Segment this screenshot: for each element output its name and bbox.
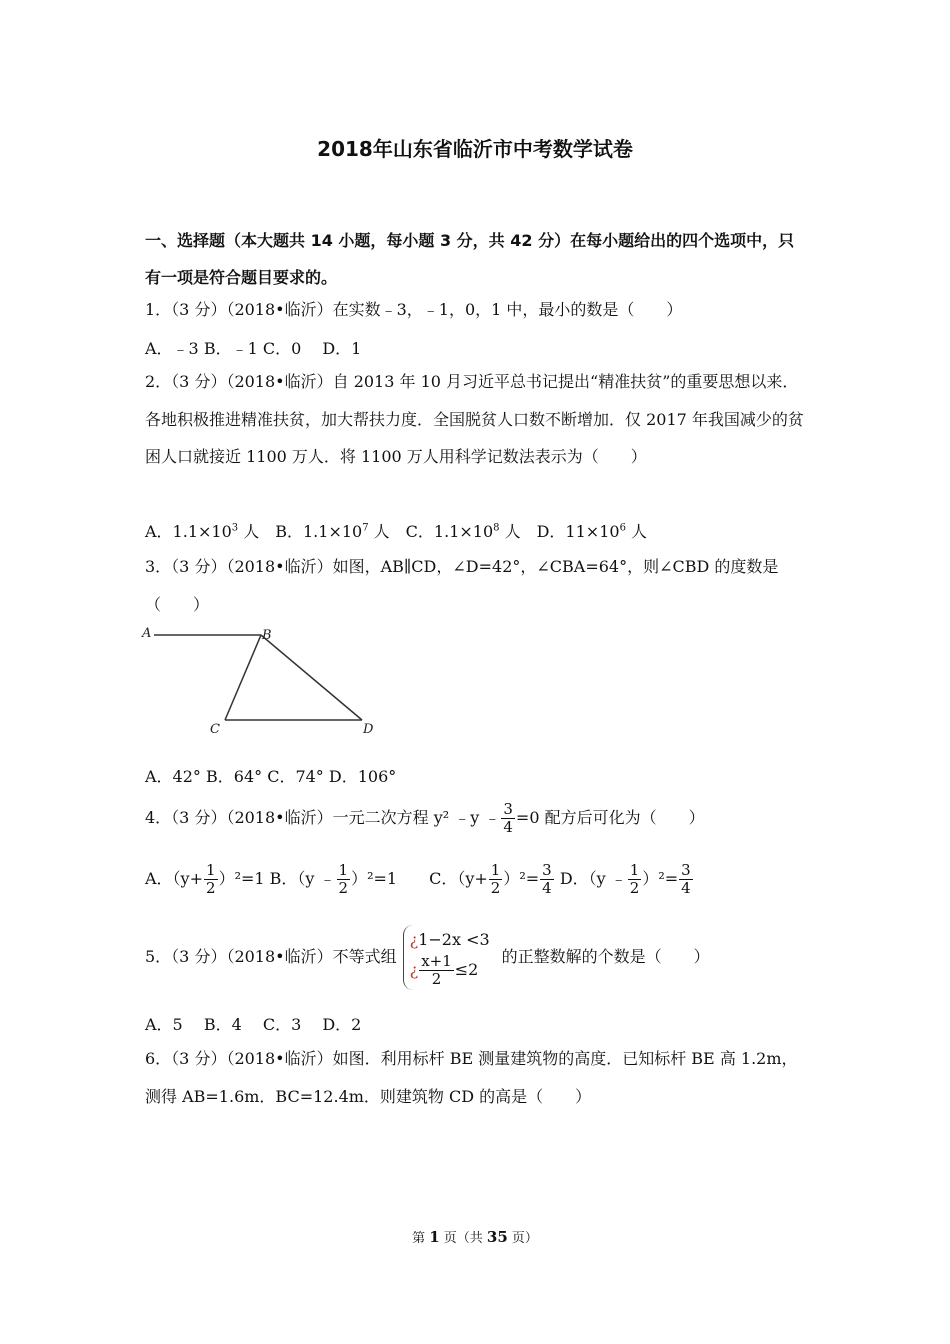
q4-a-pre: A．（y+ <box>145 869 204 888</box>
label-a: A <box>142 626 152 641</box>
question-6-stem: 6．（3 分）（2018•临沂）如图．利用标杆 BE 测量建筑物的高度．已知标杆 BE 高 1.2m，测得 AB=1.6m．BC=12.4m．则建筑物 CD 的高是（ ） <box>145 1049 798 1106</box>
ineq-fraction <box>419 953 454 988</box>
q4-a-post: ）²=1 B．（y ﹣ <box>218 869 336 888</box>
question-3-stem: 3．（3 分）（2018•临沂）如图，AB∥CD，∠D=42°，∠CBA=64°，则∠CBD 的度数是（ ） <box>145 557 779 614</box>
q4-c-rhs <box>540 862 554 897</box>
footer-total-pages: 35 <box>486 1228 508 1246</box>
frac-den: 2 <box>629 879 640 897</box>
frac-den: 4 <box>681 879 691 897</box>
q4-stem-post: =0 配方后可化为（ ） <box>515 808 705 827</box>
frac-num: 1 <box>206 861 216 879</box>
q4-c-post: ）²= <box>503 869 540 888</box>
page-title: 2018年山东省临沂市中考数学试卷 <box>317 137 633 161</box>
footer-mid: 页（共 <box>439 1231 487 1246</box>
frac-num: 3 <box>503 800 513 818</box>
frac-num: x+1 <box>421 952 452 970</box>
q4-d-post: ）²= <box>642 869 679 888</box>
footer-pre: 第 <box>412 1231 430 1246</box>
ineq-row-1-text: 1−2x <3 <box>418 930 490 949</box>
page-footer <box>0 1227 950 1246</box>
q2-option-c: 人 C．1.1×10 <box>368 522 494 541</box>
question-2-options <box>145 519 810 542</box>
question-4-options <box>145 862 810 897</box>
q2-exp-a: 3 <box>231 522 239 534</box>
q2-tail: 人 <box>625 522 648 541</box>
brace-mark: ¿ <box>409 930 419 949</box>
q4-d-frac <box>628 862 642 897</box>
frac-den: 4 <box>503 818 513 836</box>
ineq-row-1 <box>410 927 490 953</box>
q2-exp-c: 8 <box>493 522 500 534</box>
question-1-options: A．﹣3 B．﹣1 C．0 D．1 <box>145 339 362 358</box>
q2-option-a: A．1.1×10 <box>145 522 232 541</box>
frac-den: 4 <box>542 879 552 897</box>
q4-c-frac <box>489 862 503 897</box>
line-bd <box>261 635 362 720</box>
frac-num: 1 <box>338 861 349 879</box>
question-2-stem: 2．（3 分）（2018•临沂）自 2013 年 10 月习近平总书记提出“精准扶贫”的重要思想以来．各地积极推进精准扶贫，加大帮扶力度．全国脱贫人口数不断增加．仅 2017 年我国减少的贫困人口就接近 1100 万人．将 1100 万人用科学记数法表示为（ ） <box>145 372 804 466</box>
q4-stem-pre: 4．（3 分）（2018•临沂）一元二次方程 y² ﹣y ﹣ <box>145 808 501 827</box>
footer-post: 页） <box>507 1231 538 1246</box>
ineq-row-2-rel: ≤2 <box>454 960 479 979</box>
inequality-system <box>403 925 496 990</box>
frac-num: 3 <box>542 861 552 879</box>
frac-num: 3 <box>681 861 691 879</box>
footer-page-number: 1 <box>429 1228 440 1246</box>
ineq-row-2 <box>410 953 490 988</box>
frac-den: 2 <box>490 879 501 897</box>
line-bc <box>225 635 261 720</box>
question-3-options: A．42° B．64° C．74° D．106° <box>145 767 397 786</box>
label-c: C <box>210 722 220 737</box>
q5-stem-pre: 5．（3 分）（2018•临沂）不等式组 <box>145 947 397 966</box>
label-d: D <box>363 722 374 737</box>
q4-d-pre: D．（y ﹣ <box>559 869 627 888</box>
frac-num: 1 <box>490 861 501 879</box>
question-5-options: A．5 B．4 C．3 D．2 <box>145 1015 362 1034</box>
frac-den: 2 <box>338 879 349 897</box>
q4-b-frac <box>337 862 351 897</box>
question-1-stem: 1．（3 分）（2018•临沂）在实数﹣3，﹣1，0，1 中，最小的数是（ ） <box>145 300 683 319</box>
label-b: B <box>262 628 272 643</box>
q4-d-rhs <box>679 862 693 897</box>
frac-den: 2 <box>431 970 442 988</box>
q2-option-d: 人 D．11×10 <box>499 522 620 541</box>
brace-mark: ¿ <box>409 960 419 979</box>
frac-num: 1 <box>629 861 640 879</box>
q2-option-b: 人 B．1.1×10 <box>238 522 363 541</box>
q2-exp-d: 6 <box>619 522 626 534</box>
question-4-stem <box>145 801 810 836</box>
q5-stem-post: 的正整数解的个数是（ ） <box>501 947 710 966</box>
question-5-stem <box>145 925 810 990</box>
q4-a-frac <box>204 862 218 897</box>
frac-den: 2 <box>206 879 216 897</box>
q2-exp-b: 7 <box>362 522 369 534</box>
q4-fraction <box>501 801 515 836</box>
section-heading: 一、选择题（本大题共 14 小题，每小题 3 分，共 42 分）在每小题给出的四个选项中，只有一项是符合题目要求的。 <box>145 231 795 287</box>
question-3-figure <box>140 620 390 745</box>
q4-b-post: ）²=1 C．（y+ <box>351 869 488 888</box>
